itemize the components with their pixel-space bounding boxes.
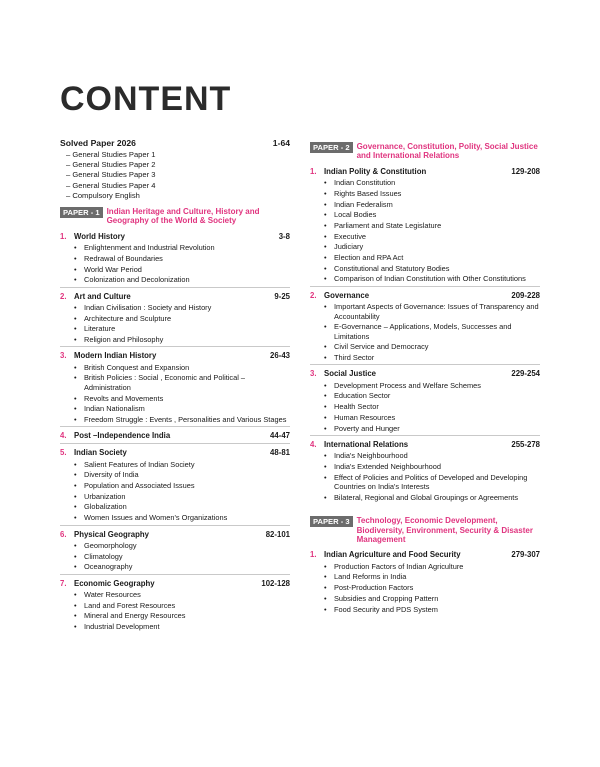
topic-item: • Food Security and PDS System: [324, 605, 540, 614]
topic-item: • Redrawal of Boundaries: [74, 254, 290, 263]
paper-title: Technology, Economic Development, Biodiversity, Environment, Security & Disaster Management: [356, 516, 533, 545]
paper-title: Indian Heritage and Culture, History and Geography of the World & Society: [106, 207, 260, 226]
topic-item: • Civil Service and Democracy: [324, 342, 540, 351]
topic-item: • Freedom Struggle : Events , Personalities and Various Stages: [74, 415, 290, 424]
section: [60, 530, 290, 575]
topic-list: [60, 590, 290, 632]
section-divider: [310, 286, 540, 287]
section-divider: [60, 287, 290, 288]
topic-item: • Election and RPA Act: [324, 253, 540, 262]
topic-item: • Post-Production Factors: [324, 583, 540, 592]
paper-2-block: [310, 142, 540, 502]
section-divider: [60, 443, 290, 444]
topic-item: • Poverty and Hunger: [324, 424, 540, 433]
topic-item: • Subsidies and Cropping Pattern: [324, 594, 540, 603]
topic-list: [310, 178, 540, 284]
section-heading: [60, 232, 290, 242]
section-heading: [60, 530, 290, 540]
section-number: 7.: [60, 578, 67, 588]
section: [310, 291, 540, 366]
section-pages: 3-8: [278, 231, 290, 241]
topic-item: • Women Issues and Women's Organizations: [74, 513, 290, 522]
topic-item: • Land Reforms in India: [324, 572, 540, 581]
section-divider: [310, 364, 540, 365]
section-divider: [310, 435, 540, 436]
section-title: World History: [74, 231, 125, 241]
section-pages: 279-307: [511, 550, 540, 560]
topic-item: • Executive: [324, 232, 540, 241]
section-title: Physical Geography: [74, 529, 149, 539]
paper-tag: PAPER - 3: [310, 516, 353, 527]
section-pages: 209-228: [511, 290, 540, 300]
section-title: Indian Society: [74, 448, 127, 458]
section-pages: 129-208: [511, 166, 540, 176]
section-pages: 102-128: [261, 578, 290, 588]
section-title: Indian Agriculture and Food Security: [324, 550, 461, 560]
topic-item: • Urbanization: [74, 492, 290, 501]
section-number: 1.: [310, 166, 317, 176]
section-pages: 255-278: [511, 439, 540, 449]
section-pages: 9-25: [274, 291, 290, 301]
section-heading: [60, 579, 290, 589]
topic-item: • Industrial Development: [74, 622, 290, 631]
topic-item: • Constitutional and Statutory Bodies: [324, 264, 540, 273]
topic-item: • Salient Features of Indian Society: [74, 460, 290, 469]
section-number: 2.: [310, 290, 317, 300]
paper-tag: PAPER - 2: [310, 142, 353, 153]
topic-item: • Health Sector: [324, 402, 540, 411]
section-title: Social Justice: [324, 369, 377, 379]
solved-paper-item: – General Studies Paper 4: [66, 180, 156, 190]
topic-item: • Enlightenment and Industrial Revolution: [74, 243, 290, 252]
topic-item: • Water Resources: [74, 590, 290, 599]
topic-item: • British Policies : Social , Economic and Political – Administration: [74, 373, 290, 392]
paper-header: [310, 142, 540, 161]
topic-item: • Population and Associated Issues: [74, 481, 290, 490]
topic-item: • Indian Constitution: [324, 178, 540, 187]
paper-3-block: [310, 516, 540, 614]
topic-item: • Important Aspects of Governance: Issues of Transparency and Accountability: [324, 302, 540, 321]
section-heading: [60, 448, 290, 458]
topic-list: [60, 460, 290, 523]
topic-item: • Education Sector: [324, 391, 540, 400]
section-number: 1.: [310, 550, 317, 560]
section: [310, 440, 540, 502]
section-pages: 82-101: [265, 529, 290, 539]
section-heading: [60, 292, 290, 302]
section: [60, 232, 290, 288]
topic-item: • Indian Civilisation : Society and History: [74, 303, 290, 312]
topic-item: • Globalization: [74, 502, 290, 511]
solved-paper-title: Solved Paper 2026: [60, 138, 136, 148]
section: [60, 292, 290, 348]
topic-item: • E-Governance – Applications, Models, Successes and Limitations: [324, 322, 540, 341]
paper-tag: PAPER - 1: [60, 207, 103, 218]
topic-item: • Development Process and Welfare Schemes: [324, 381, 540, 390]
section-title: Governance: [324, 290, 370, 300]
topic-item: • Diversity of India: [74, 470, 290, 479]
paper-header: [310, 516, 540, 544]
right-column: [310, 136, 540, 618]
topic-list: [60, 541, 290, 572]
topic-item: • Production Factors of Indian Agriculture: [324, 562, 540, 571]
section-heading: [60, 351, 290, 361]
section-heading: [310, 167, 540, 177]
section-heading: [310, 291, 540, 301]
topic-item: • Rights Based Issues: [324, 189, 540, 198]
topic-item: • Literature: [74, 324, 290, 333]
section-divider: [60, 525, 290, 526]
topic-item: • Climatology: [74, 552, 290, 561]
section: [60, 579, 290, 632]
left-column: [60, 138, 290, 636]
solved-paper-item: – General Studies Paper 1: [66, 150, 156, 159]
section-number: 5.: [60, 448, 67, 458]
paper-1-block: [60, 207, 290, 632]
topic-item: • Effect of Policies and Politics of Developed and Developing Countries on India's Interests: [324, 473, 540, 492]
section-title: Art and Culture: [74, 291, 131, 301]
section: [310, 550, 540, 614]
topic-item: • Colonization and Decolonization: [74, 275, 290, 284]
solved-paper-pages: 1-64: [272, 138, 290, 148]
topic-item: • Indian Nationalism: [74, 404, 290, 413]
topic-list: [310, 381, 540, 433]
topic-item: • Religion and Philosophy: [74, 335, 290, 344]
paper-title: Governance, Constitution, Polity, Social Justice and International Relations: [356, 142, 538, 161]
section-pages: 229-254: [511, 369, 540, 379]
section-title: International Relations: [324, 439, 409, 449]
topic-item: • Third Sector: [324, 353, 540, 362]
section-heading: [310, 369, 540, 379]
section-title: Economic Geography: [74, 578, 155, 588]
topic-item: • Architecture and Sculpture: [74, 314, 290, 323]
section-number: 3.: [60, 351, 67, 361]
section: [60, 351, 290, 427]
topic-list: [60, 363, 290, 425]
section-number: 4.: [60, 431, 67, 441]
section: [310, 369, 540, 436]
solved-paper-item: – General Studies Paper 3: [66, 170, 156, 180]
topic-list: [60, 243, 290, 285]
topic-item: • Local Bodies: [324, 210, 540, 219]
section: [310, 167, 540, 287]
topic-item: • India's Extended Neighbourhood: [324, 462, 540, 471]
topic-item: • Comparison of Indian Constitution with Other Constitutions: [324, 274, 540, 283]
topic-item: • World War Period: [74, 265, 290, 274]
topic-list: [310, 302, 540, 362]
topic-item: • Judiciary: [324, 242, 540, 251]
section-number: 4.: [310, 439, 317, 449]
section: [60, 431, 290, 444]
section-title: Post –Independence India: [74, 431, 171, 441]
section-title: Indian Polity & Constitution: [324, 166, 427, 176]
section-heading: [60, 431, 290, 441]
solved-paper-block: [60, 138, 290, 201]
solved-paper-item: – General Studies Paper 2: [66, 160, 156, 170]
topic-list: [310, 451, 540, 502]
section-number: 6.: [60, 529, 67, 539]
section-heading: [310, 550, 540, 560]
section-divider: [60, 574, 290, 575]
section-pages: 48-81: [270, 448, 290, 458]
topic-item: • British Conquest and Expansion: [74, 363, 290, 372]
topic-item: • Parliament and State Legislature: [324, 221, 540, 230]
section-heading: [310, 440, 540, 450]
page-title: CONTENT: [60, 80, 232, 118]
solved-paper-list: [66, 150, 290, 201]
topic-item: • Geomorphology: [74, 541, 290, 550]
topic-list: [310, 562, 540, 614]
topic-item: • Revolts and Movements: [74, 394, 290, 403]
paper-header: [60, 207, 290, 226]
section-number: 2.: [60, 291, 67, 301]
topic-item: • Human Resources: [324, 413, 540, 422]
topic-item: • Mineral and Energy Resources: [74, 611, 290, 620]
section-pages: 26-43: [270, 351, 290, 361]
topic-item: • Bilateral, Regional and Global Groupings or Agreements: [324, 493, 540, 502]
section-divider: [60, 426, 290, 427]
topic-list: [60, 303, 290, 345]
topic-item: • Land and Forest Resources: [74, 601, 290, 610]
solved-paper-item: – Compulsory English: [66, 190, 140, 200]
section: [60, 448, 290, 525]
section-divider: [60, 346, 290, 347]
section-number: 3.: [310, 369, 317, 379]
section-pages: 44-47: [270, 431, 290, 441]
topic-item: • India's Neighbourhood: [324, 451, 540, 460]
solved-paper-heading: [60, 138, 290, 148]
topic-item: • Indian Federalism: [324, 200, 540, 209]
section-number: 1.: [60, 231, 67, 241]
topic-item: • Oceanography: [74, 562, 290, 571]
section-title: Modern Indian History: [74, 351, 157, 361]
